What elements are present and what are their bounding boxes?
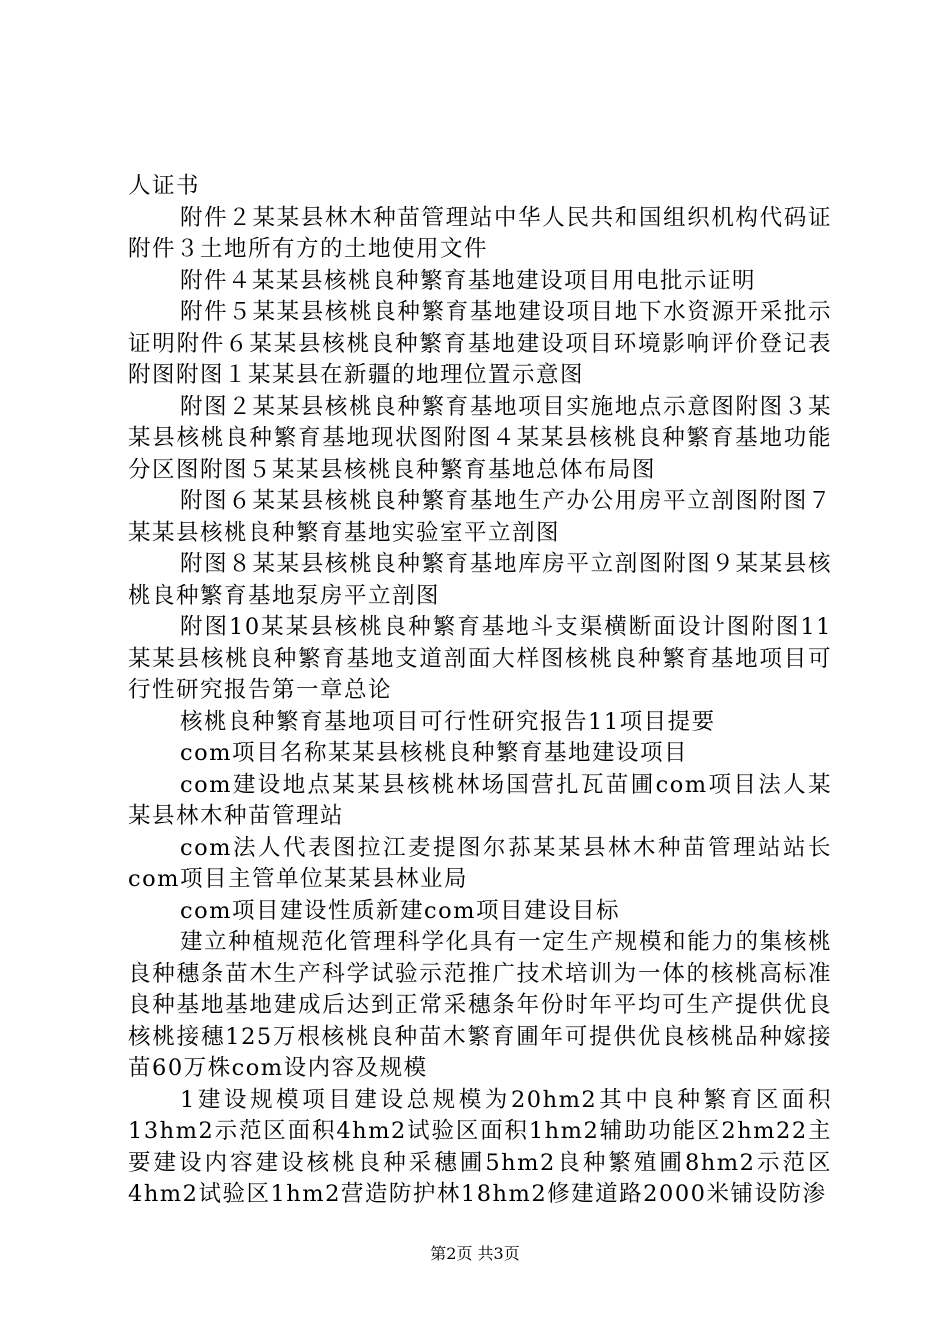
page-footer: 第2页 共3页 — [430, 1244, 520, 1263]
paragraph: 附件２某某县林木种苗管理站中华人民共和国组织机构代码证附件３土地所有方的土地使用文件 — [128, 204, 832, 262]
paragraph: 附图10某某县核桃良种繁育基地斗支渠横断面设计图附图11某某县核桃良种繁育基地支道剖面大样图核桃良种繁育基地项目可行性研究报告第一章总论 — [128, 614, 832, 703]
paragraph: com法人代表图拉江麦提图尔荪某某县林木种苗管理站站长com项目主管单位某某县林业局 — [128, 834, 832, 892]
paragraph: 附图６某某县核桃良种繁育基地生产办公用房平立剖图附图７某某县核桃良种繁育基地实验室平立剖图 — [128, 488, 832, 546]
document-body — [128, 171, 832, 1211]
paragraph: 核桃良种繁育基地项目可行性研究报告11项目提要 — [180, 708, 716, 735]
paragraph: 人证书 — [128, 173, 201, 199]
paragraph: 附图８某某县核桃良种繁育基地库房平立剖图附图９某某县核桃良种繁育基地泵房平立剖图 — [128, 551, 832, 609]
paragraph: com项目建设性质新建com项目建设目标 — [180, 897, 620, 924]
paragraph: com项目名称某某县核桃良种繁育基地建设项目 — [180, 740, 688, 766]
paragraph: 附件４某某县核桃良种繁育基地建设项目用电批示证明 — [180, 267, 757, 294]
paragraph: 1建设规模项目建设总规模为20hm2其中良种繁育区面积13hm2示范区面积4hm2试验区面积1hm2辅助功能区2hm22主要建设内容建设核桃良种采穗圃5hm2良种繁殖圃8hm2示范区4hm2试验区1hm2营造防护林18hm2修建道路2000米铺设防渗 — [128, 1086, 832, 1207]
paragraph: com建设地点某某县核桃林场国营扎瓦苗圃com项目法人某某县林木种苗管理站 — [128, 771, 832, 829]
paragraph: 附图２某某县核桃良种繁育基地项目实施地点示意图附图３某某县核桃良种繁育基地现状图附图４某某县核桃良种繁育基地功能分区图附图５某某县核桃良种繁育基地总体布局图 — [128, 393, 832, 483]
paragraph: 附件５某某县核桃良种繁育基地建设项目地下水资源开采批示证明附件６某某县核桃良种繁育基地建设项目环境影响评价登记表附图附图１某某县在新疆的地理位置示意图 — [128, 299, 832, 388]
paragraph: 建立种植规范化管理科学化具有一定生产规模和能力的集核桃良种穗条苗木生产科学试验示范推广技术培训为一体的核桃高标准良种基地基地建成后达到正常采穗条年份时年平均可生产提供优良核桃接穗125万根核桃良种苗木繁育圃年可提供优良核桃品种嫁接苗60万株com设内容及规模 — [128, 929, 832, 1081]
